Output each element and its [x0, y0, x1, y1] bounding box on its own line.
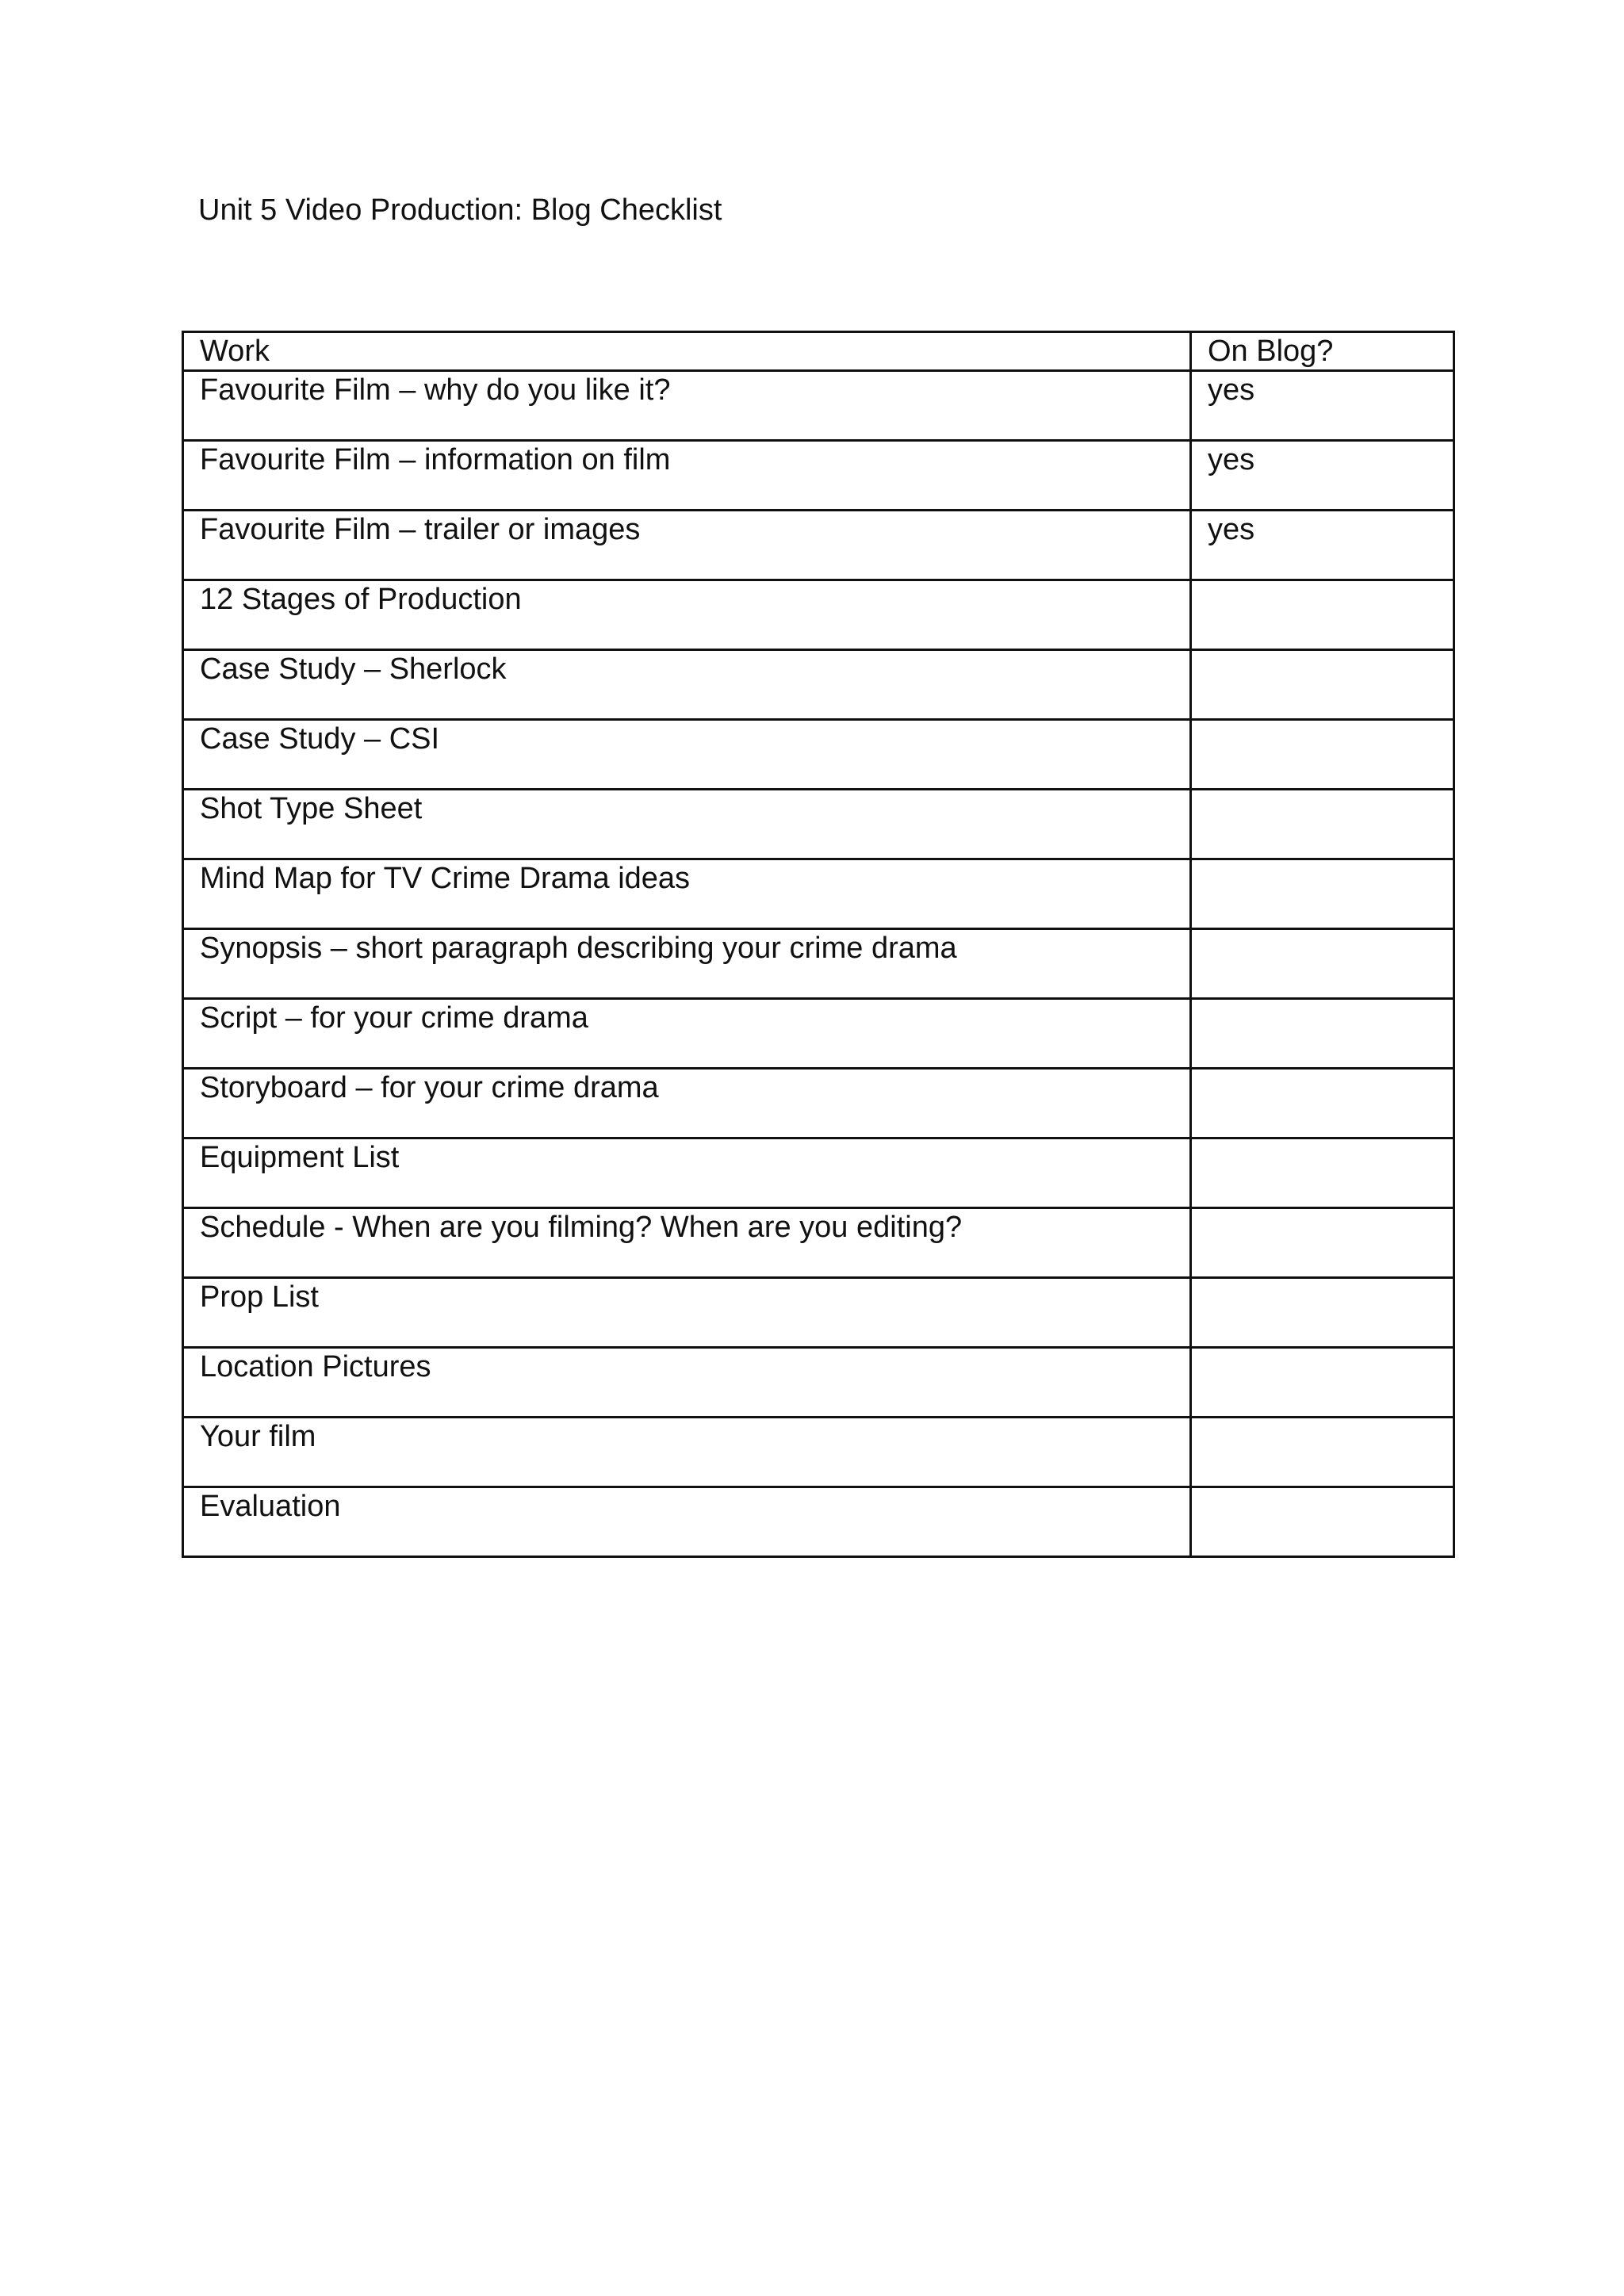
on-blog-cell[interactable]	[1191, 1278, 1454, 1348]
work-cell: Shot Type Sheet	[183, 790, 1191, 859]
table-row	[183, 371, 1454, 441]
work-cell: Case Study – CSI	[183, 720, 1191, 790]
on-blog-cell[interactable]	[1191, 1208, 1454, 1278]
work-cell: Prop List	[183, 1278, 1191, 1348]
work-cell: Mind Map for TV Crime Drama ideas	[183, 859, 1191, 929]
page-title: Unit 5 Video Production: Blog Checklist	[198, 193, 722, 227]
table-row	[183, 1138, 1454, 1208]
work-column-header: Work	[183, 332, 1191, 371]
table-row	[183, 1278, 1454, 1348]
work-cell: Equipment List	[183, 1138, 1191, 1208]
work-cell: Evaluation	[183, 1487, 1191, 1557]
work-cell: Favourite Film – information on film	[183, 441, 1191, 511]
table-row	[183, 1069, 1454, 1138]
on-blog-cell[interactable]	[1191, 929, 1454, 999]
work-cell: Favourite Film – trailer or images	[183, 511, 1191, 580]
table-row	[183, 1487, 1454, 1557]
on-blog-cell[interactable]: yes	[1191, 441, 1454, 511]
table-row	[183, 1348, 1454, 1418]
table-row	[183, 859, 1454, 929]
work-cell: Favourite Film – why do you like it?	[183, 371, 1191, 441]
table-row	[183, 580, 1454, 650]
work-cell: Script – for your crime drama	[183, 999, 1191, 1069]
on-blog-cell[interactable]	[1191, 1487, 1454, 1557]
on-blog-cell[interactable]	[1191, 1138, 1454, 1208]
work-cell: Case Study – Sherlock	[183, 650, 1191, 720]
table-header-row	[183, 332, 1454, 371]
on-blog-cell[interactable]	[1191, 1418, 1454, 1487]
blog-checklist-table	[182, 331, 1455, 1558]
on-blog-cell[interactable]	[1191, 1348, 1454, 1418]
work-cell: 12 Stages of Production	[183, 580, 1191, 650]
on-blog-cell[interactable]	[1191, 1069, 1454, 1138]
on-blog-cell[interactable]: yes	[1191, 371, 1454, 441]
table-row	[183, 441, 1454, 511]
on-blog-cell[interactable]	[1191, 580, 1454, 650]
table-row	[183, 1208, 1454, 1278]
table-row	[183, 1418, 1454, 1487]
table-row	[183, 999, 1454, 1069]
on-blog-cell[interactable]	[1191, 999, 1454, 1069]
on-blog-column-header: On Blog?	[1191, 332, 1454, 371]
work-cell: Location Pictures	[183, 1348, 1191, 1418]
table-row	[183, 650, 1454, 720]
work-cell: Your film	[183, 1418, 1191, 1487]
work-cell: Storyboard – for your crime drama	[183, 1069, 1191, 1138]
on-blog-cell[interactable]: yes	[1191, 511, 1454, 580]
on-blog-cell[interactable]	[1191, 650, 1454, 720]
table-row	[183, 511, 1454, 580]
work-cell: Synopsis – short paragraph describing your crime drama	[183, 929, 1191, 999]
on-blog-cell[interactable]	[1191, 790, 1454, 859]
table-row	[183, 929, 1454, 999]
table-row	[183, 720, 1454, 790]
on-blog-cell[interactable]	[1191, 859, 1454, 929]
on-blog-cell[interactable]	[1191, 720, 1454, 790]
table-row	[183, 790, 1454, 859]
work-cell: Schedule - When are you filming? When are you editing?	[183, 1208, 1191, 1278]
